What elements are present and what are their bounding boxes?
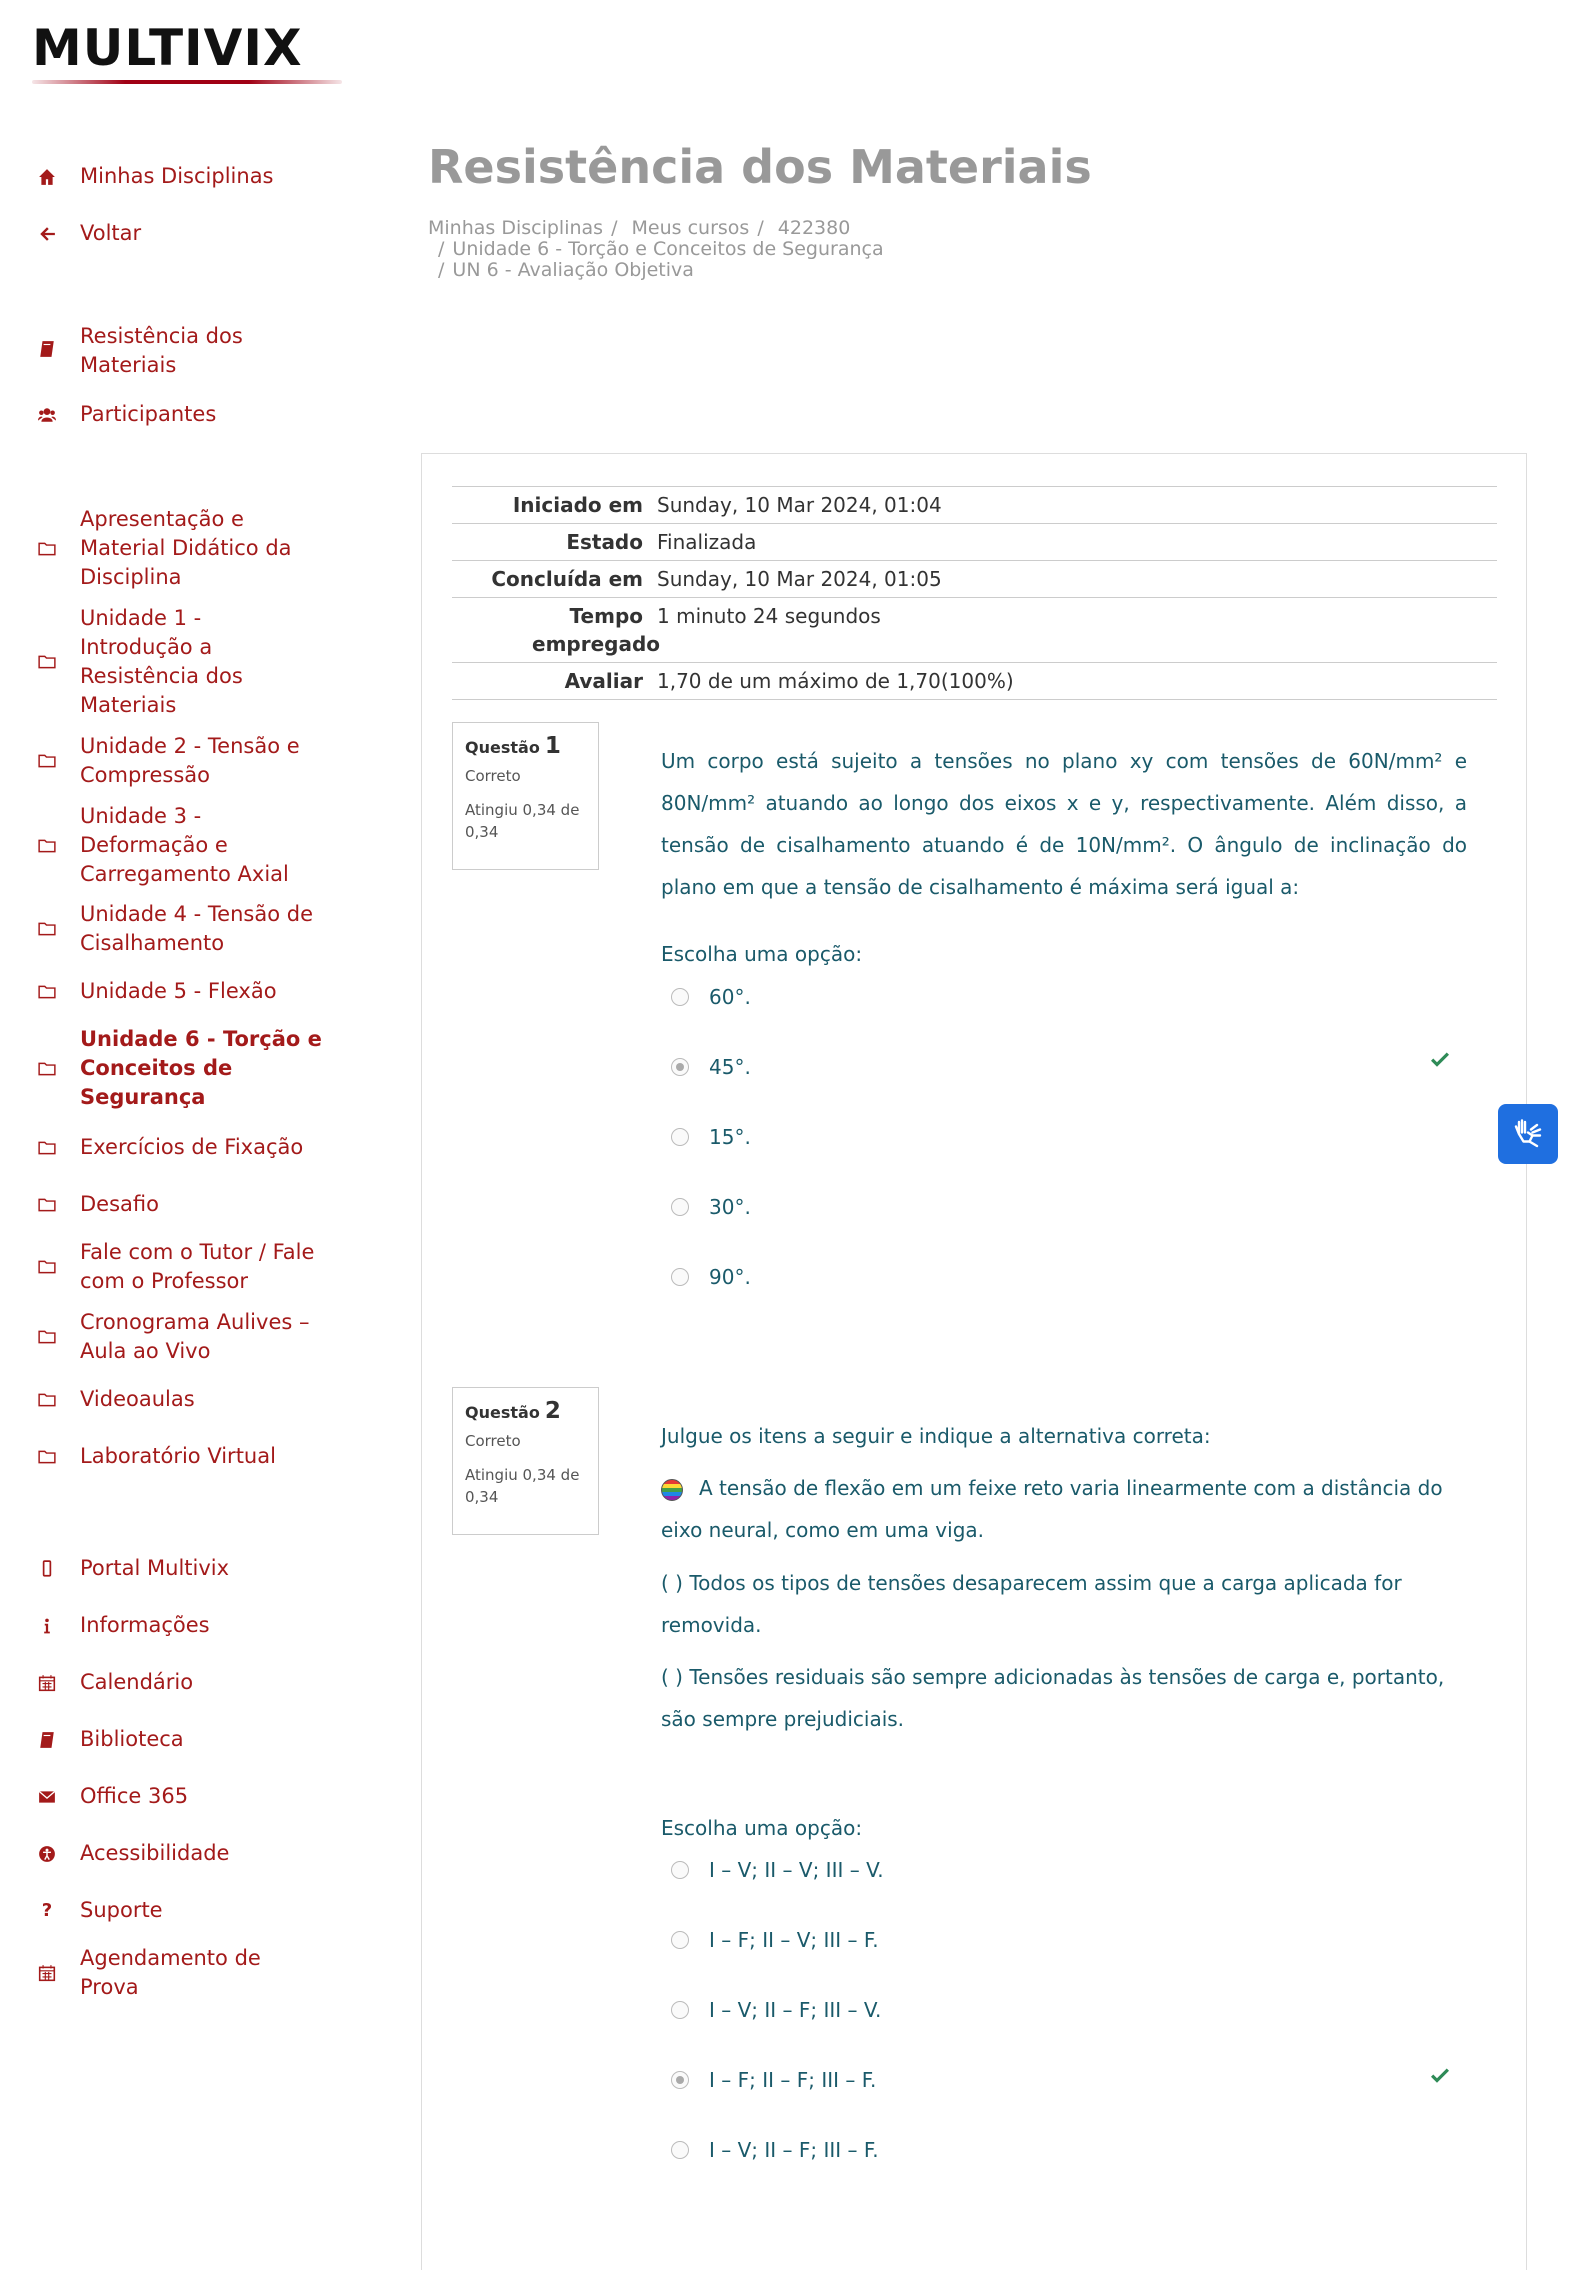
breadcrumb-item[interactable]: Unidade 6 - Torção e Conceitos de Segurança xyxy=(452,238,884,260)
arrow-left-icon xyxy=(36,223,58,245)
answer-option-label: I – V; II – V; III – V. xyxy=(709,1858,884,1882)
sidebar-item-label: Cronograma Aulives – Aula ao Vivo xyxy=(80,1310,310,1363)
radio-button[interactable] xyxy=(671,1861,689,1879)
sidebar-section-unidade-5[interactable] xyxy=(36,977,356,1006)
sidebar-item-label: Videoaulas xyxy=(80,1387,195,1411)
summary-label: Tempo empregado xyxy=(532,604,661,656)
book-icon xyxy=(36,1729,58,1751)
breadcrumb-item[interactable]: UN 6 - Avaliação Objetiva xyxy=(452,259,694,281)
accessibility-icon xyxy=(36,1843,58,1865)
radio-button[interactable] xyxy=(671,2001,689,2019)
folder-icon xyxy=(36,1137,58,1159)
question-info-box xyxy=(452,722,599,870)
folder-icon xyxy=(36,1446,58,1468)
question-icon: ? xyxy=(41,1900,53,1921)
sidebar-item-minhas-disciplinas[interactable] xyxy=(36,162,356,191)
sidebar-link-portal[interactable] xyxy=(36,1554,356,1583)
sidebar-item-label: Unidade 2 - Tensão e Compressão xyxy=(80,734,300,787)
sidebar-item-label: Voltar xyxy=(80,221,142,245)
summary-label: Iniciado em xyxy=(512,493,643,517)
sidebar-link-office365[interactable] xyxy=(36,1782,356,1811)
breadcrumb-item[interactable]: Minhas Disciplinas xyxy=(428,217,604,239)
folder-icon xyxy=(36,835,58,857)
question-label: Questão xyxy=(465,738,540,757)
sidebar-item-label: Suporte xyxy=(80,1898,163,1922)
sidebar-item-label: Office 365 xyxy=(80,1784,189,1808)
answer-option[interactable] xyxy=(671,1265,751,1289)
radio-button[interactable] xyxy=(671,1058,689,1076)
answer-option[interactable] xyxy=(671,2068,876,2092)
breadcrumb-item[interactable]: 422380 xyxy=(777,217,851,239)
sidebar-item-label: Unidade 6 - Torção e Conceitos de Segurança xyxy=(80,1027,322,1109)
sidebar-item-label: Laboratório Virtual xyxy=(80,1444,276,1468)
summary-label: Avaliar xyxy=(564,669,643,693)
sidebar-item-participantes[interactable] xyxy=(36,400,356,429)
sidebar-section-laboratorio[interactable] xyxy=(36,1442,356,1471)
correct-check-icon xyxy=(1428,1048,1452,1072)
answer-option[interactable] xyxy=(671,1928,879,1952)
book-icon xyxy=(36,338,58,360)
choose-option-label: Escolha uma opção: xyxy=(661,1816,863,1840)
users-icon xyxy=(36,404,58,426)
question-state: Correto xyxy=(465,1432,521,1450)
summary-value: 1,70 de um máximo de 1,70(100%) xyxy=(657,669,1014,693)
radio-button[interactable] xyxy=(671,1198,689,1216)
summary-row xyxy=(452,524,1497,561)
answer-option-label: I – V; II – F; III – V. xyxy=(709,1998,882,2022)
answer-option-label: 30°. xyxy=(709,1195,751,1219)
sidebar-item-label: Fale com o Tutor / Fale com o Professor xyxy=(80,1240,315,1293)
summary-row xyxy=(452,663,1497,700)
question-grade: Atingiu 0,34 de 0,34 xyxy=(465,801,580,841)
calendar-icon xyxy=(36,1672,58,1694)
sidebar-section-videoaulas[interactable] xyxy=(36,1385,356,1414)
sidebar xyxy=(0,0,380,2270)
summary-value: Sunday, 10 Mar 2024, 01:04 xyxy=(657,493,942,517)
question-item: ( ) Tensões residuais são sempre adicionadas às tensões de carga e, portanto, são sempre prejudiciais. xyxy=(661,1665,1445,1731)
logo-text: MULTIVIX xyxy=(32,19,303,77)
radio-button[interactable] xyxy=(671,988,689,1006)
radio-button[interactable] xyxy=(671,1268,689,1286)
question-item-text: A tensão de flexão em um feixe reto varia linearmente com a distância do eixo neural, como em uma viga. xyxy=(661,1476,1443,1542)
home-icon xyxy=(36,166,58,188)
answer-option-label: I – F; II – V; III – F. xyxy=(709,1928,879,1952)
summary-row xyxy=(452,561,1497,598)
folder-icon xyxy=(36,1256,58,1278)
question-intro: Julgue os itens a seguir e indique a alternativa correta: xyxy=(661,1424,1211,1448)
question-number: 1 xyxy=(544,733,561,759)
sidebar-item-label: Unidade 4 - Tensão de Cisalhamento xyxy=(80,902,313,955)
answer-option[interactable] xyxy=(671,985,751,1009)
summary-value: Sunday, 10 Mar 2024, 01:05 xyxy=(657,567,942,591)
question-item xyxy=(661,1467,1467,1551)
folder-icon xyxy=(36,1389,58,1411)
choose-option-label: Escolha uma opção: xyxy=(661,942,863,966)
mobile-icon xyxy=(36,1558,58,1580)
sign-language-widget-button[interactable] xyxy=(1498,1104,1558,1164)
folder-icon xyxy=(36,651,58,673)
answer-option-label: I – F; II – F; III – F. xyxy=(709,2068,877,2092)
correct-check-icon xyxy=(1428,2064,1452,2088)
sidebar-link-agendamento[interactable] xyxy=(36,1944,356,2002)
question-info-box xyxy=(452,1387,599,1535)
answer-option[interactable] xyxy=(671,1055,751,1079)
sidebar-link-acessibilidade[interactable] xyxy=(36,1839,356,1868)
sidebar-item-course[interactable] xyxy=(36,322,356,380)
summary-row xyxy=(452,487,1497,524)
sidebar-section-exercicios[interactable] xyxy=(36,1133,356,1162)
answer-option-label: 60°. xyxy=(709,985,751,1009)
sidebar-item-label: Resistência dos Materiais xyxy=(80,324,243,377)
question-label: Questão xyxy=(465,1403,540,1422)
summary-value: Finalizada xyxy=(657,530,757,554)
summary-value: 1 minuto 24 segundos xyxy=(657,604,881,628)
sidebar-section-desafio[interactable] xyxy=(36,1190,356,1219)
answer-option[interactable] xyxy=(671,1858,884,1882)
sidebar-section-unidade-3[interactable] xyxy=(36,802,356,889)
sidebar-section-unidade-4[interactable] xyxy=(36,900,356,958)
sidebar-section-cronograma[interactable] xyxy=(36,1308,356,1366)
sidebar-item-label: Exercícios de Fixação xyxy=(80,1135,304,1159)
sidebar-item-label: Biblioteca xyxy=(80,1727,184,1751)
question-item: ( ) Todos os tipos de tensões desaparecem assim que a carga aplicada for removida. xyxy=(661,1571,1402,1637)
folder-icon xyxy=(36,1058,58,1080)
folder-icon xyxy=(36,1326,58,1348)
sidebar-item-voltar[interactable] xyxy=(36,219,356,248)
breadcrumb: Minhas Disciplinas / Meus cursos / 422380 / Unidade 6 - Torção e Conceitos de Segurança / UN 6 - Avaliação Objetiva xyxy=(428,217,884,281)
sidebar-link-suporte[interactable] xyxy=(36,1896,356,1925)
sidebar-section-unidade-1[interactable] xyxy=(36,604,356,720)
info-icon xyxy=(36,1615,58,1637)
answer-option-label: 15°. xyxy=(709,1125,751,1149)
folder-icon xyxy=(36,750,58,772)
answer-option[interactable] xyxy=(671,1125,751,1149)
breadcrumb-item[interactable]: Meus cursos xyxy=(631,217,750,239)
sidebar-link-biblioteca[interactable] xyxy=(36,1725,356,1754)
sidebar-item-label: Unidade 1 - Introdução a Resistência dos Materiais xyxy=(80,606,243,717)
summary-row xyxy=(452,598,1497,663)
calendar-icon xyxy=(36,1962,58,1984)
radio-button[interactable] xyxy=(671,1128,689,1146)
folder-icon xyxy=(36,538,58,560)
sidebar-section-fale-com-tutor[interactable] xyxy=(36,1238,356,1296)
sidebar-item-label: Agendamento de Prova xyxy=(80,1946,261,1999)
radio-button[interactable] xyxy=(671,2141,689,2159)
question-text: Um corpo está sujeito a tensões no plano xy com tensões de 60N/mm² e 80N/mm² atuando ao longo dos eixos x e y, respectivamente. Além disso, a tensão de cisalhamento atuando é de 10N/mm². O ângulo de inclinação do plano em que a tensão de cisalhamento é máxima será igual a: xyxy=(661,749,1467,899)
summary-label: Concluída em xyxy=(491,567,643,591)
sidebar-item-label: Participantes xyxy=(80,402,217,426)
sidebar-item-label: Calendário xyxy=(80,1670,194,1694)
hands-icon xyxy=(1510,1116,1546,1152)
folder-icon xyxy=(36,918,58,940)
rainbow-bullet-icon xyxy=(661,1479,683,1501)
sidebar-item-label: Unidade 5 - Flexão xyxy=(80,979,277,1003)
answer-option[interactable] xyxy=(671,2138,879,2162)
sidebar-link-informacoes[interactable] xyxy=(36,1611,356,1640)
attempt-summary-table xyxy=(452,486,1497,700)
sidebar-section-unidade-2[interactable] xyxy=(36,732,356,790)
summary-label: Estado xyxy=(566,530,643,554)
answer-option-label: I – V; II – F; III – F. xyxy=(709,2138,879,2162)
sidebar-item-label: Unidade 3 - Deformação e Carregamento Axial xyxy=(80,804,289,886)
sidebar-item-label: Minhas Disciplinas xyxy=(80,164,274,188)
question-grade: Atingiu 0,34 de 0,34 xyxy=(465,1466,580,1506)
folder-icon xyxy=(36,1194,58,1216)
sidebar-section-apresentacao[interactable] xyxy=(36,505,356,592)
question-state: Correto xyxy=(465,767,521,785)
sidebar-item-label: Informações xyxy=(80,1613,210,1637)
radio-button[interactable] xyxy=(671,1931,689,1949)
answer-option[interactable] xyxy=(671,1195,751,1219)
sidebar-item-label: Portal Multivix xyxy=(80,1556,230,1580)
sidebar-section-unidade-6[interactable] xyxy=(36,1025,356,1112)
answer-option-label: 90°. xyxy=(709,1265,751,1289)
envelope-icon xyxy=(36,1786,58,1808)
sidebar-item-label: Desafio xyxy=(80,1192,159,1216)
radio-button[interactable] xyxy=(671,2071,689,2089)
folder-icon xyxy=(36,981,58,1003)
sidebar-item-label: Apresentação e Material Didático da Disciplina xyxy=(80,507,292,589)
page-title: Resistência dos Materiais xyxy=(428,140,1092,194)
question-number: 2 xyxy=(544,1398,561,1424)
answer-option[interactable] xyxy=(671,1998,881,2022)
sidebar-link-calendario[interactable] xyxy=(36,1668,356,1697)
answer-option-label: 45°. xyxy=(709,1055,751,1079)
sidebar-item-label: Acessibilidade xyxy=(80,1841,230,1865)
